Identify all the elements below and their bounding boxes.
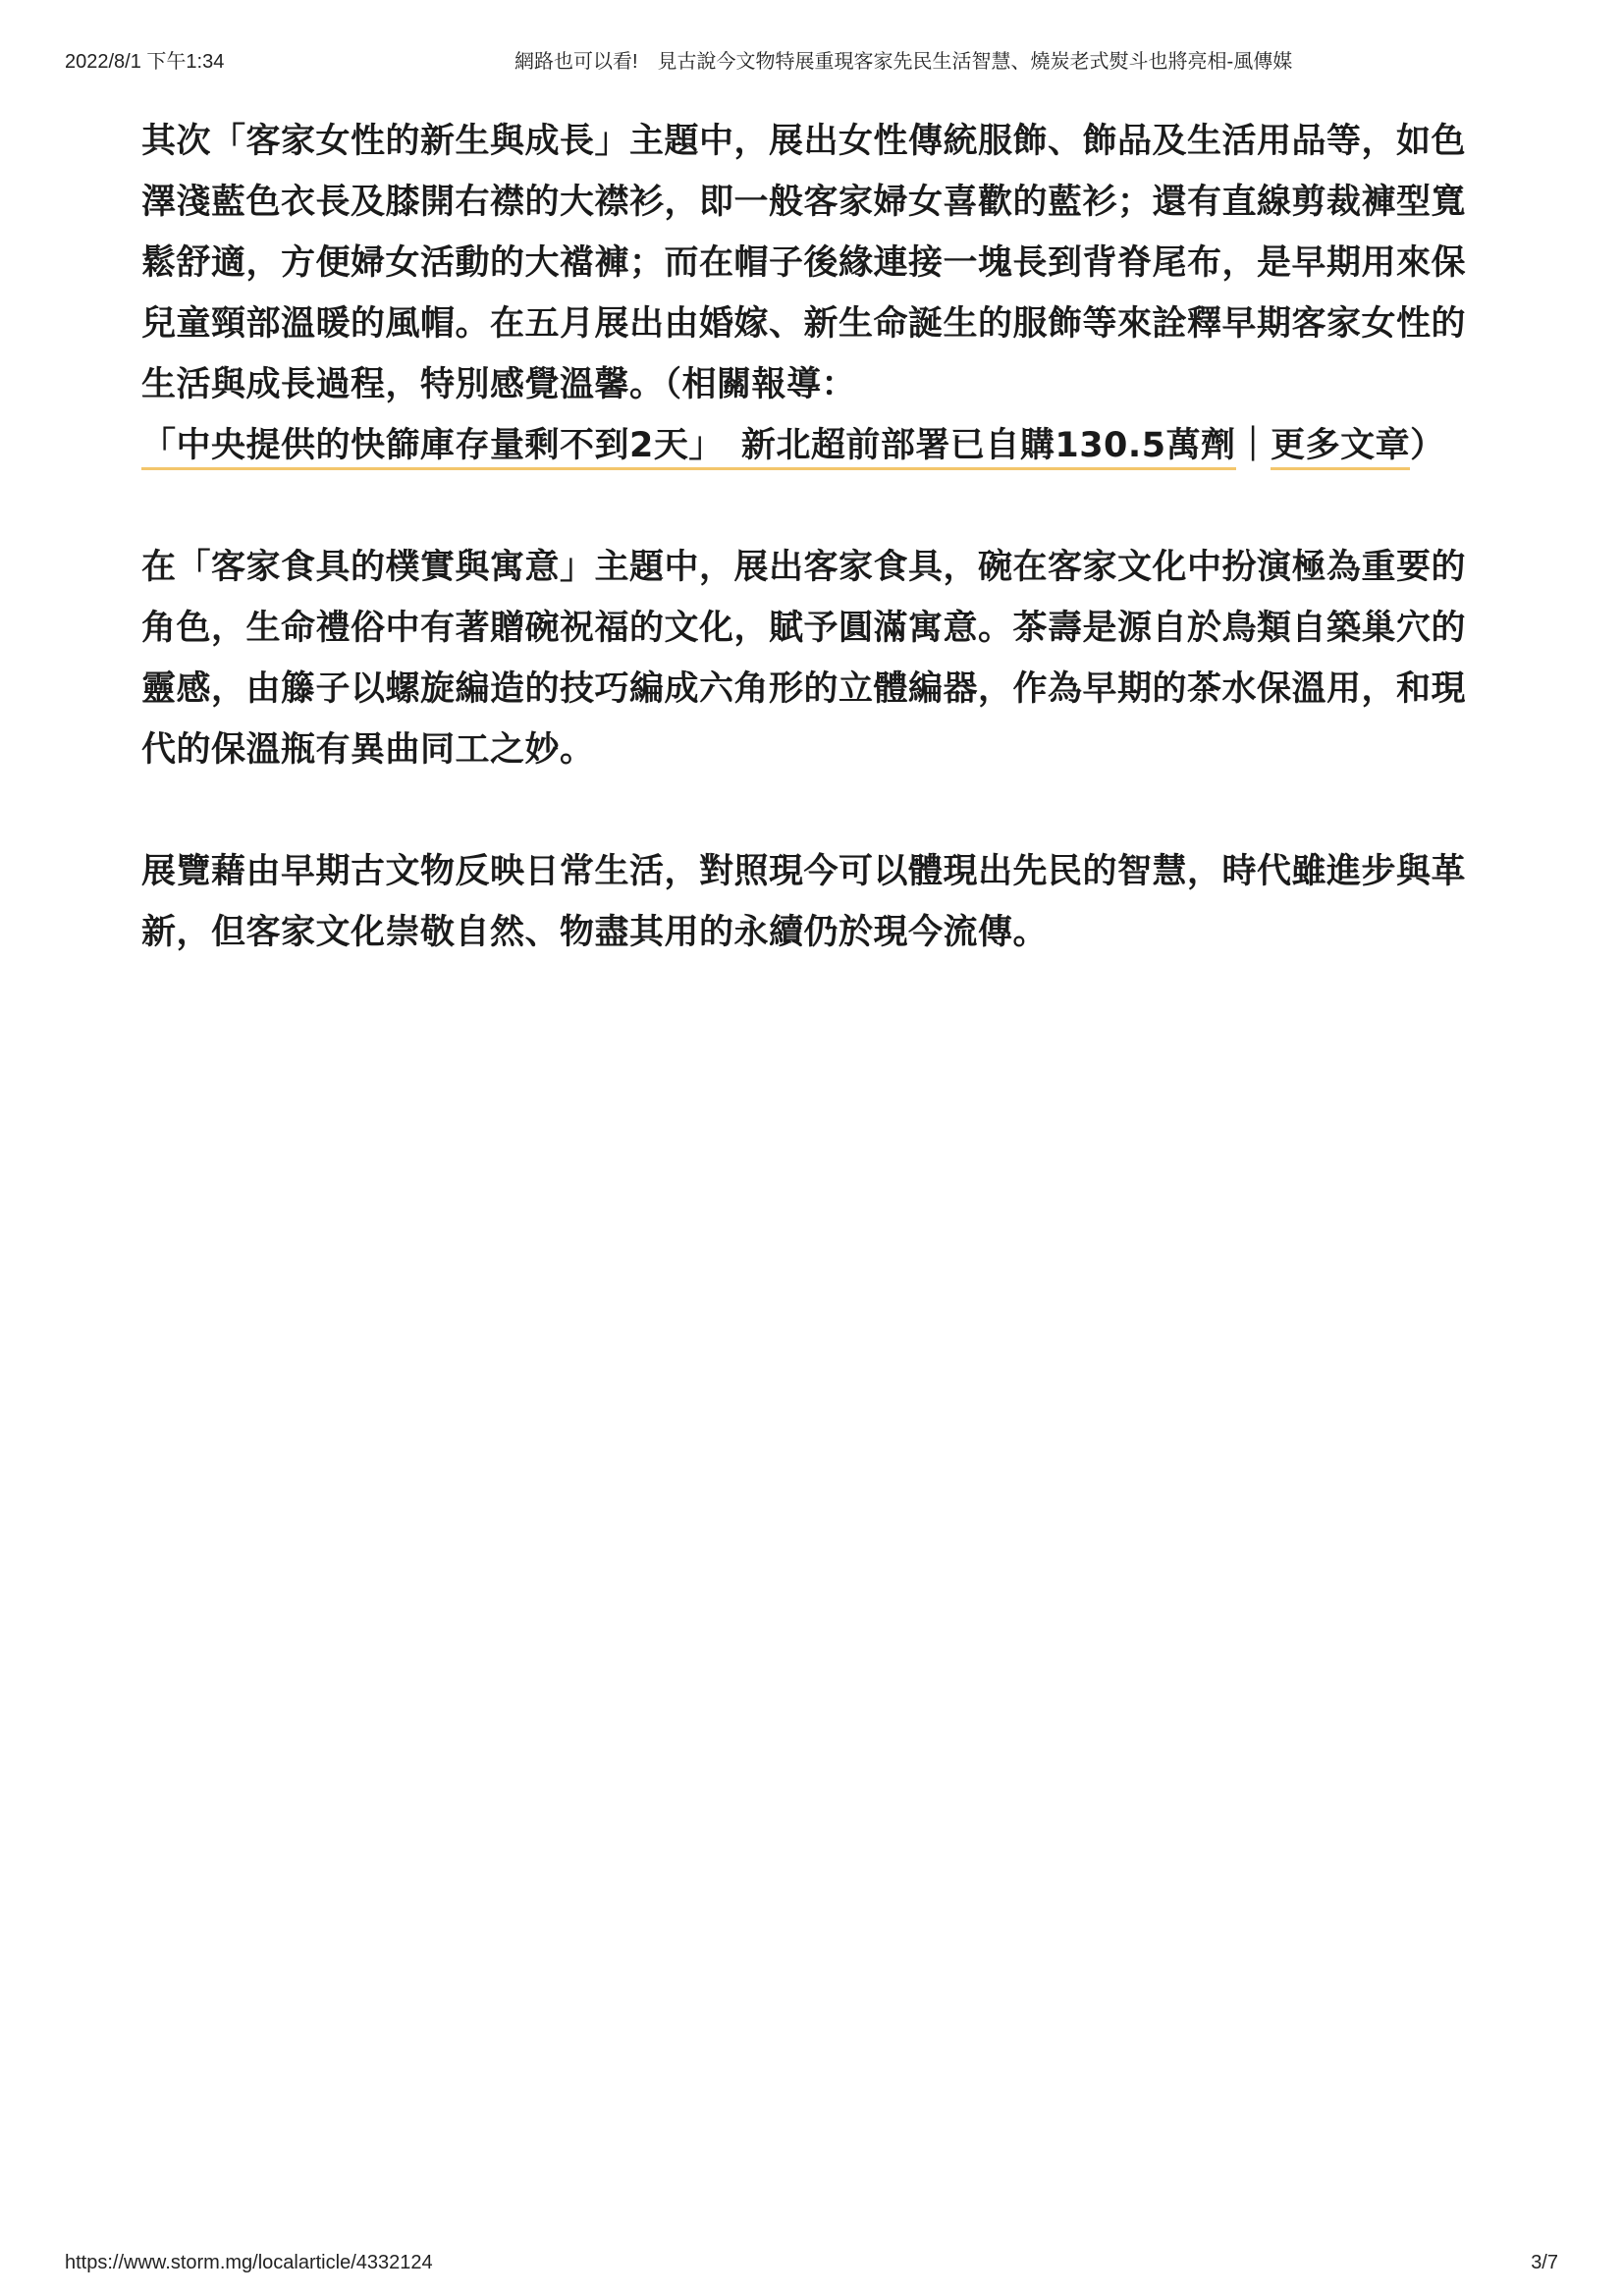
print-page-title: 網路也可以看! 見古說今文物特展重現客家先民生活智慧、燒炭老式熨斗也將亮相-風傳媒 xyxy=(514,51,1293,73)
page-number: 3/7 xyxy=(1531,2252,1558,2273)
article-body xyxy=(141,111,1496,963)
related-article-link[interactable]: 「中央提供的快篩庫存量剩不到2天」 新北超前部署已自購130.5萬劑 xyxy=(141,426,1236,470)
article-paragraph-women xyxy=(141,111,1496,476)
print-footer xyxy=(65,2252,1558,2279)
article-paragraph-conclusion: 展覽藉由早期古文物反映日常生活，對照現今可以體現出先民的智慧，時代雖進步與革新，但客家文化崇敬自然、物盡其用的永續仍於現今流傳。 xyxy=(141,852,1467,952)
print-url: https://www.storm.mg/localarticle/4332124 xyxy=(65,2252,433,2273)
print-header xyxy=(65,45,1558,75)
article-paragraph-tableware: 在「客家食具的樸實與寓意」主題中，展出客家食具，碗在客家文化中扮演極為重要的角色，生命禮俗中有著贈碗祝福的文化，賦予圓滿寓意。茶壽是源自於鳥類自築巢穴的靈感，由籐子以螺旋編造的技巧編成六角形的立體編器，作為早期的茶水保溫用，和現代的保溫瓶有異曲同工之妙。 xyxy=(141,548,1467,770)
print-date: 2022/8/1 下午1:34 xyxy=(65,51,225,73)
link-separator: ｜ xyxy=(1235,426,1271,465)
closing-paren: ） xyxy=(1410,426,1445,465)
paragraph-text: 其次「客家女性的新生與成長」主題中，展出女性傳統服飾、飾品及生活用品等，如色澤淺藍色衣長及膝開右襟的大襟衫，即一般客家婦女喜歡的藍衫；還有直線剪裁褲型寬鬆舒適，方便婦女活動的大襠褲；而在帽子後緣連接一塊長到背脊尾布，是早期用來保兒童頸部溫暖的風帽。在五月展出由婚嫁、新生命誕生的服飾等來詮釋早期客家女性的生活與成長過程，特別感覺溫馨。（相關報導： xyxy=(141,122,1467,404)
more-articles-link[interactable]: 更多文章 xyxy=(1271,426,1410,470)
